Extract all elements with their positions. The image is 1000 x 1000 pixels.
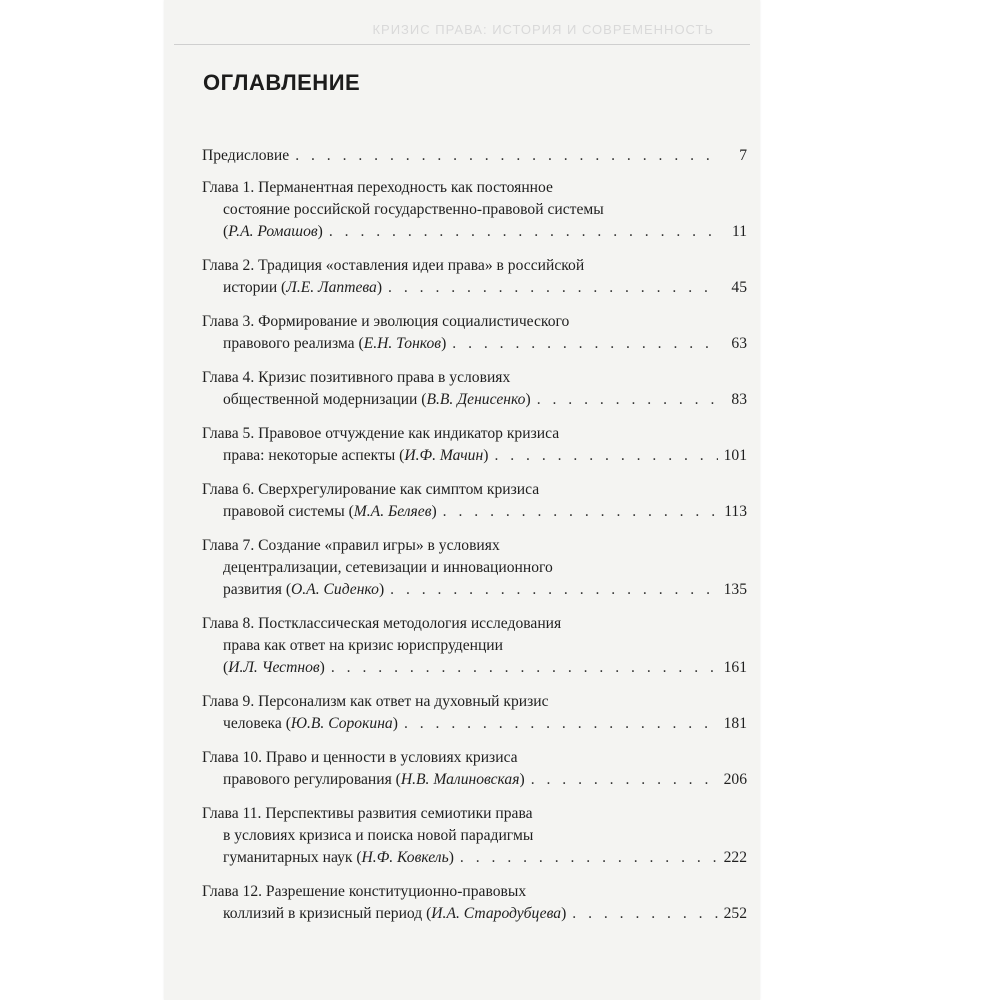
toc-entry [202,747,747,791]
toc-entry-close: ) [519,771,525,788]
toc-leader-dots [295,145,719,167]
toc-entry-line: Глава 6. Сверхрегулирование как симптом кризиса [202,481,540,498]
toc-entry-text [223,769,525,791]
toc-entry [202,367,747,411]
toc-leader-dots [531,769,718,791]
toc-entry-last-line [202,713,747,735]
toc-page-number: 206 [723,771,747,788]
toc-leader-dots [388,277,719,299]
running-header-text: КРИЗИС ПРАВА: ИСТОРИЯ И СОВРЕМЕННОСТЬ [372,22,714,37]
toc-entry-last-line [202,145,747,167]
toc-entry-text [223,713,398,735]
toc-entry-line: Глава 8. Постклассическая методология исследования [202,615,562,632]
toc-entry-line: Глава 7. Создание «правил игры» в условиях [202,537,500,554]
toc-entry-author: В.В. Денисенко [426,391,526,408]
toc-entry-last-line [202,333,747,355]
running-header [174,14,750,45]
toc-page-number: 181 [723,715,747,732]
toc-entry [202,691,747,735]
toc-entry-text [223,221,323,243]
toc-entry-last-line [202,903,747,925]
toc-entry-text [223,657,325,679]
toc-entry-line: Глава 1. Перманентная переходность как постоянное [202,179,553,196]
toc-entry-last-line [202,445,747,467]
toc-page-number: 161 [723,659,747,676]
toc-entry [202,881,747,925]
toc-entry [202,613,747,679]
toc-entry [202,479,747,523]
toc-entry-lead: права: некоторые аспекты ( [223,447,405,464]
toc-entry-lead: ( [223,223,229,240]
toc-entry-author: Л.Е. Лаптева [286,279,377,296]
toc-entry-last-line [202,847,747,869]
toc-entry-last-line [202,501,747,523]
toc-entry-close: ) [317,223,323,240]
toc-entry-close: ) [378,581,385,598]
toc-entry [202,255,747,299]
toc-entry-line: Глава 5. Правовое отчуждение как индикатор кризиса [202,425,560,442]
toc-entry-lead: ( [223,659,229,676]
toc-entry [202,177,747,243]
toc-page-number: 45 [731,279,747,296]
toc-page-number: 222 [723,849,747,866]
toc-entry-text [223,579,384,601]
toc-entry-lead: истории ( [223,279,287,296]
toc-entry-close: ) [392,715,398,732]
toc-leader-dots [572,903,717,925]
toc-entry-close: ) [376,279,383,296]
toc-entry [202,535,747,601]
toc-entry-close: ) [483,447,489,464]
toc-entry-close: ) [431,503,437,520]
toc-entry-lead: Предисловие [202,147,290,164]
toc-entry-lead: правового регулирования ( [223,771,401,788]
toc-entry-line: Глава 9. Персонализм как ответ на духовный кризис [202,693,549,710]
toc-entry-last-line [202,389,747,411]
toc-entry-lead: правовой системы ( [223,503,354,520]
toc-entry-last-line [202,579,747,601]
toc-leader-dots [404,713,718,735]
toc-entry [202,423,747,467]
toc-entry-text [223,847,454,869]
toc-entry-author: И.Ф. Мачин [404,447,484,464]
toc-leader-dots [443,501,719,523]
toc-entry-line: Глава 3. Формирование и эволюция социалистического [202,313,570,330]
toc-entry-close: ) [441,335,447,352]
toc-entry-line: Глава 11. Перспективы развития семиотики права [202,805,533,822]
toc-entry-author: Н.Ф. Ковкель [361,849,449,866]
toc-page-number: 83 [731,391,747,408]
toc-leader-dots [537,389,719,411]
toc-entry-lead: гуманитарных наук ( [223,849,362,866]
toc-leader-dots [494,445,717,467]
toc-entry-author: И.А. Стародубцева [431,905,562,922]
toc-entry-text [223,501,437,523]
toc-entry-close: ) [448,849,454,866]
toc-entry-line: Глава 2. Традиция «оставления идеи права» в российской [202,257,585,274]
toc-entry-line: децентрализации, сетевизации и инновационного [223,559,553,576]
toc-page-number: 113 [724,503,747,520]
toc-entry-text [223,277,382,299]
toc-leader-dots [390,579,717,601]
table-of-contents [202,145,747,937]
toc-page-number: 252 [723,905,747,922]
toc-entry-lead: правового реализма ( [223,335,364,352]
toc-page-number: 135 [723,581,747,598]
toc-entry-lead: коллизий в кризисный период ( [223,905,432,922]
toc-entry-line: права как ответ на кризис юриспруденции [223,637,503,654]
toc-entry-author: Ю.В. Сорокина [290,715,393,732]
toc-page-number: 11 [731,223,747,240]
toc-leader-dots [452,333,719,355]
toc-entry-text [223,389,531,411]
toc-entry-author: И.Л. Честнов [228,659,320,676]
toc-entry-text [202,145,289,167]
toc-entry-author: Е.Н. Тонков [363,335,442,352]
toc-entry-text [223,445,488,467]
toc-leader-dots [331,657,718,679]
toc-page-number: 101 [723,447,747,464]
toc-leader-dots [329,221,719,243]
toc-leader-dots [460,847,718,869]
toc-entry-lead: развития ( [223,581,292,598]
toc-page-number: 7 [739,147,747,164]
toc-entry-last-line [202,769,747,791]
toc-entry-line: состояние российской государственно-правовой системы [223,201,604,218]
toc-entry [202,803,747,869]
book-page [164,0,760,1000]
toc-entry [202,145,747,167]
toc-entry-lead: человека ( [223,715,291,732]
toc-entry-line: в условиях кризиса и поиска новой парадигмы [223,827,534,844]
toc-entry-line: Глава 12. Разрешение конституционно-правовых [202,883,527,900]
toc-entry-last-line [202,277,747,299]
toc-entry-line: Глава 10. Право и ценности в условиях кризиса [202,749,518,766]
toc-entry-close: ) [561,905,567,922]
toc-entry [202,311,747,355]
toc-entry-author: О.А. Сиденко [291,581,379,598]
toc-page-number: 63 [731,335,747,352]
toc-entry-last-line [202,221,747,243]
page-title: ОГЛАВЛЕНИЕ [203,70,361,95]
toc-entry-author: Р.А. Ромашов [228,223,318,240]
toc-entry-close: ) [319,659,325,676]
toc-entry-lead: общественной модернизации ( [223,391,427,408]
toc-entry-text [223,333,446,355]
toc-entry-author: М.А. Беляев [353,503,432,520]
toc-entry-last-line [202,657,747,679]
toc-entry-line: Глава 4. Кризис позитивного права в условиях [202,369,511,386]
toc-entry-close: ) [525,391,531,408]
toc-entry-author: Н.В. Малиновская [400,771,520,788]
toc-entry-text [223,903,566,925]
